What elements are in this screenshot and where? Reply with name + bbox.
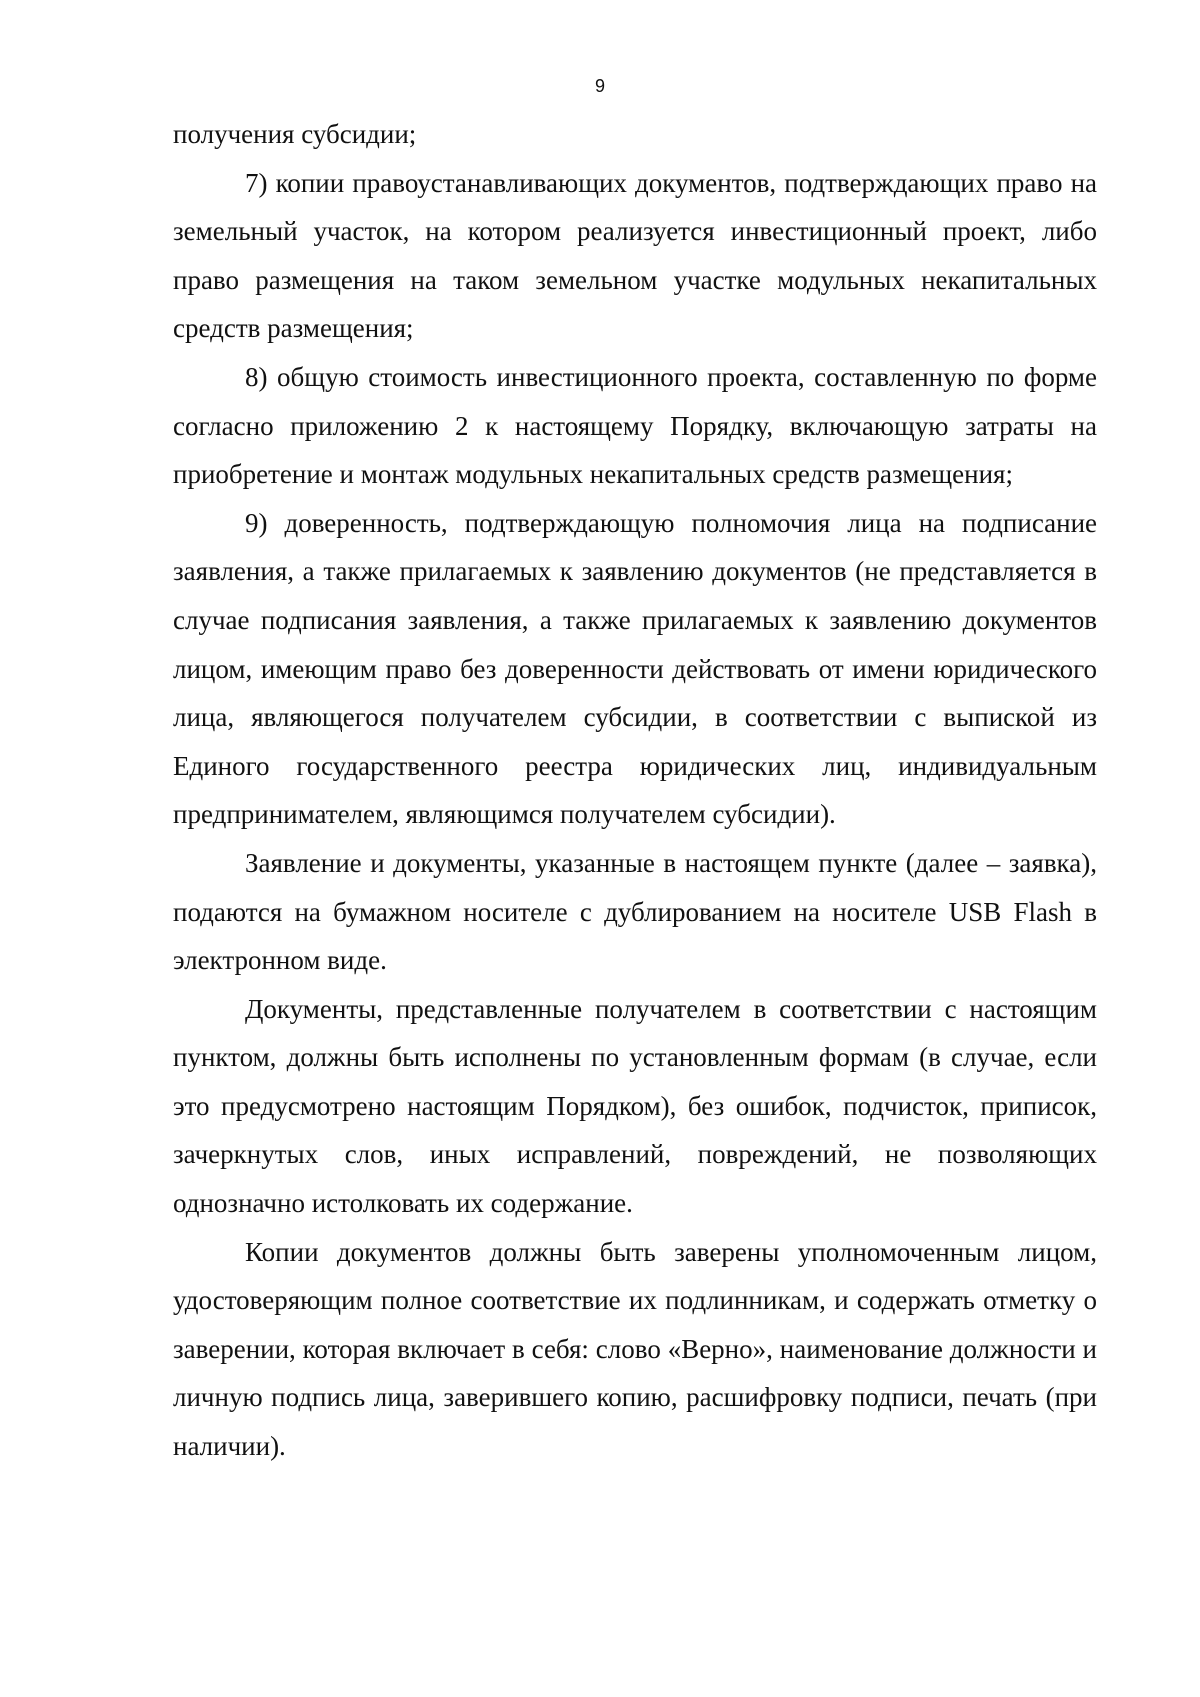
paragraph-document-requirements: Документы, представленные получателем в соответствии с настоящим пунктом, должны быть исполнены по установленным формам (в случае, если это предусмотрено настоящим Порядком), без ошибок, подчисток, приписок, зачеркнутых слов, иных исправлений, повреждений, не позволяющих однозначно истолковать их содержание. [173, 993, 1097, 1219]
paragraph-continuation: получения субсидии; [173, 119, 417, 149]
paragraph-item-8: 8) общую стоимость инвестиционного проекта, составленную по форме согласно приложению 2 к настоящему Порядку, включающую затраты на приобретение и монтаж модульных некапитальных средств размещения; [173, 361, 1097, 490]
paragraph-item-7: 7) копии правоустанавливающих документов, подтверждающих право на земельный участок, на котором реализуется инвестиционный проект, либо право размещения на таком земельном участке модульных некапитальных средств размещения; [173, 167, 1097, 344]
paragraph-item-9: 9) доверенность, подтверждающую полномочия лица на подписание заявления, а также прилагаемых к заявлению документов (не представляется в случае подписания заявления, а также прилагаемых к заявлению документов лицом, имеющим право без доверенности действовать от имени юридического лица, являющегося получателем субсидии, в соответствии с выпиской из Единого государственного реестра юридических лиц, индивидуальным предпринимателем, являющимся получателем субсидии). [173, 507, 1097, 830]
document-body [173, 110, 1097, 1471]
page-number: 9 [594, 76, 605, 96]
paragraph-application-submission: Заявление и документы, указанные в настоящем пункте (далее – заявка), подаются на бумажном носителе с дублированием на носителе USB Flash в электронном виде. [173, 847, 1097, 976]
paragraph-copy-certification: Копии документов должны быть заверены уполномоченным лицом, удостоверяющим полное соответствие их подлинникам, и содержать отметку о заверении, которая включает в себя: слово «Верно», наименование должности и личную подпись лица, заверившего копию, расшифровку подписи, печать (при наличии). [173, 1236, 1097, 1462]
